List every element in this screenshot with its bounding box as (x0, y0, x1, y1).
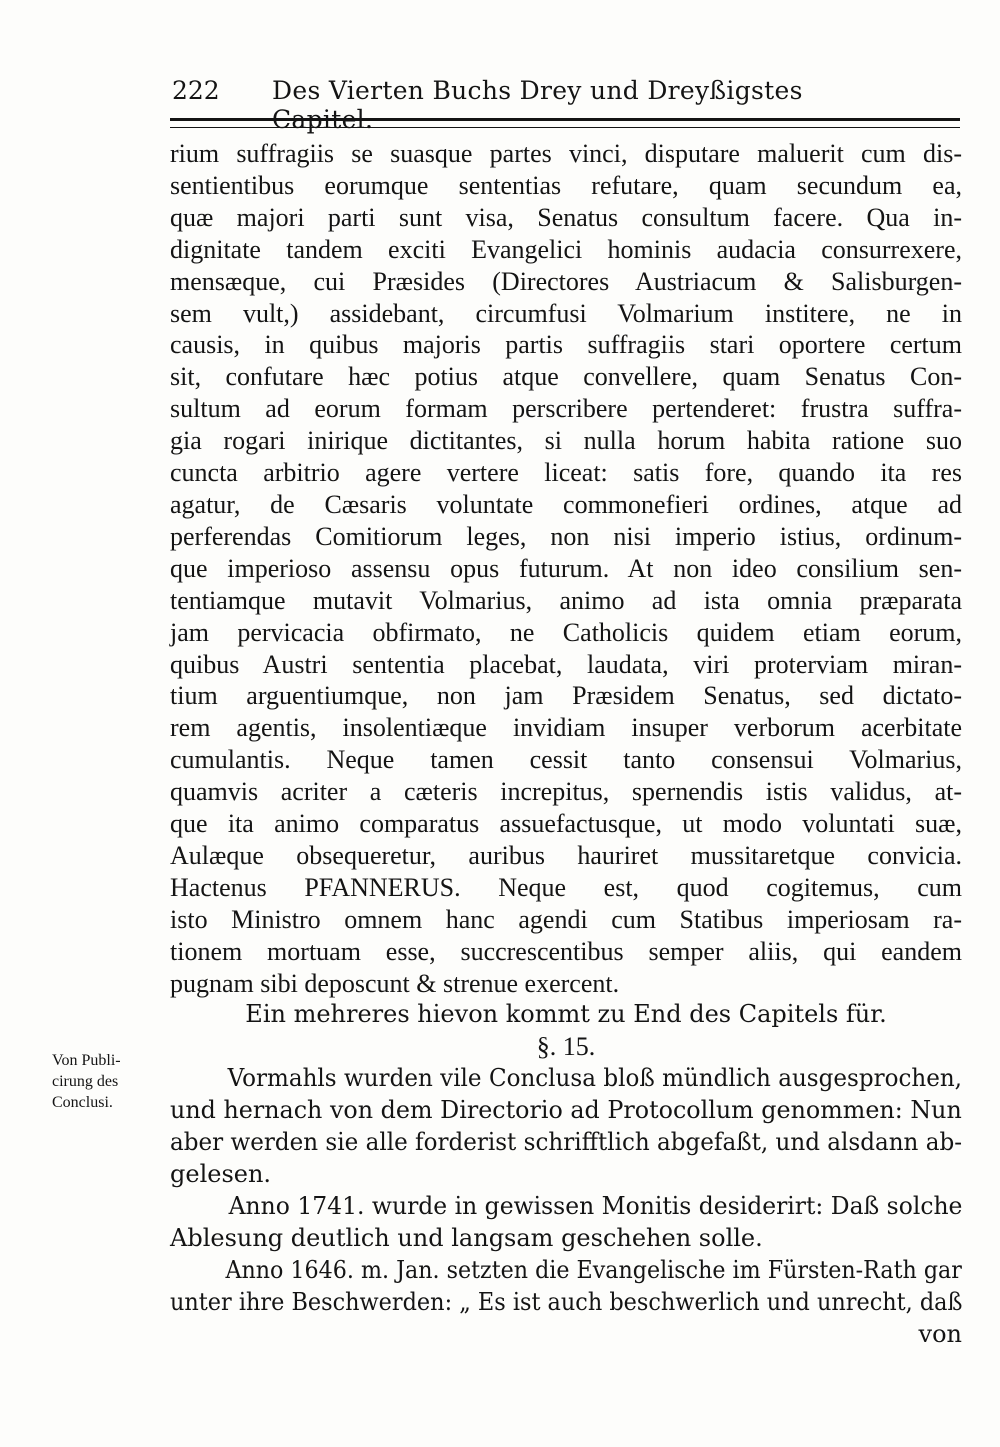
text-line: Anno 1741. wurde in gewissen Monitis desiderirt: Daß solche (228, 1191, 963, 1220)
text-line: cumulantis. Neque tamen cessit tanto consensui Volmarius, (170, 745, 962, 775)
text-line: mensæque, cui Præsides (Directores Austriacum & Salisburgen- (170, 266, 962, 296)
note-line: Ein mehreres hievon kommt zu End des Capitels für. (245, 1000, 887, 1029)
text-line: tium arguentiumque, non jam Præsidem Senatus, sed dictato- (170, 681, 962, 711)
text-line: Anno 1646. m. Jan. setzten die Evangelische im Fürsten-Rath gar (225, 1255, 962, 1284)
text-line: und hernach von dem Directorio ad Protocollum genommen: Nun (170, 1096, 962, 1125)
text-line: isto Ministro omnem hanc agendi cum Statibus imperiosam ra- (170, 904, 962, 934)
body-text (170, 138, 962, 1350)
page-number: 222 (172, 76, 220, 105)
text-line: gelesen. (170, 1160, 272, 1188)
margin-note-line: cirung des (52, 1073, 119, 1090)
text-line: Hactenus PFANNERUS. Neque est, quod cogitemus, cum (170, 872, 962, 902)
text-line: tentiamque mutavit Volmarius, animo ad ista omnia præparata (170, 585, 962, 615)
text-line: jam pervicacia obfirmato, ne Catholicis quidem etiam eorum, (170, 617, 962, 647)
text-line: pugnam sibi deposcunt & strenue exercent. (170, 968, 620, 998)
text-line: causis, in quibus majoris partis suffragiis stari oportere certum (170, 330, 962, 360)
text-line: dignitate tandem exciti Evangelici hominis audacia consurrexere, (170, 234, 962, 264)
text-line: sultum ad eorum formam perscribere pertenderet: frustra suffra- (170, 394, 962, 424)
text-line: quæ majori parti sunt visa, Senatus consultum facere. Qua in- (170, 202, 962, 232)
text-line: sem vult,) assidebant, circumfusi Volmarium institere, ne in (170, 298, 962, 328)
running-title: Des Vierten Buchs Drey und Dreyßigstes Capitel. (272, 76, 803, 134)
text-line: tionem mortuam esse, succrescentibus semper aliis, qui eandem (170, 936, 962, 966)
running-head (172, 72, 862, 134)
margin-note (52, 1050, 162, 1113)
text-line: Vormahls wurden vile Conclusa bloß mündlich ausgesprochen, (227, 1064, 963, 1093)
margin-note-line: Von Publi- (52, 1052, 121, 1069)
text-line: Aulæque obsequeretur, auribus hauriret mussitaretque convicia. (170, 840, 962, 870)
text-line: que imperioso assensu opus futurum. At non ideo consilium sen- (170, 553, 962, 583)
text-line: perferendas Comitiorum leges, non nisi imperio istius, ordinum- (170, 521, 962, 551)
text-line: sit, confutare hæc potius atque convellere, quam Senatus Con- (170, 362, 962, 392)
text-line: quibus Austri sententia placebat, laudata, viri proterviam miran- (170, 649, 962, 679)
text-line: Ablesung deutlich und langsam geschehen solle. (170, 1223, 763, 1252)
text-line: sentientibus eorumque sententias refutare, quam secundum ea, (170, 170, 962, 200)
text-line: gia rogari inirique dictitantes, si nulla horum habita ratione suo (170, 426, 962, 456)
text-line: unter ihre Beschwerden: „ Es ist auch beschwerlich und unrecht, daß (170, 1287, 963, 1316)
text-line: rem agentis, insolentiæque invidiam insuper verborum acerbitate (170, 713, 962, 743)
text-line: que ita animo comparatus assuefactusque, ut modo voluntati suæ, (170, 809, 962, 839)
text-line: quamvis acriter a cæteris increpitus, spernendis istis validus, at- (170, 777, 962, 807)
text-line: agatur, de Cæsaris voluntate commonefieri ordines, atque ad (170, 489, 962, 519)
catchword: von (918, 1319, 962, 1348)
section-number: §. 15. (536, 1032, 596, 1062)
text-line: cuncta arbitrio agere vertere liceat: satis fore, quando ita res (170, 458, 962, 488)
text-line: aber werden sie alle forderist schrifftlich abgefaßt, und alsdann ab- (170, 1128, 962, 1157)
text-line: rium suffragiis se suasque partes vinci, disputare maluerit cum dis- (170, 139, 962, 168)
margin-note-line: Conclusi. (52, 1094, 113, 1111)
header-rule (170, 118, 960, 128)
